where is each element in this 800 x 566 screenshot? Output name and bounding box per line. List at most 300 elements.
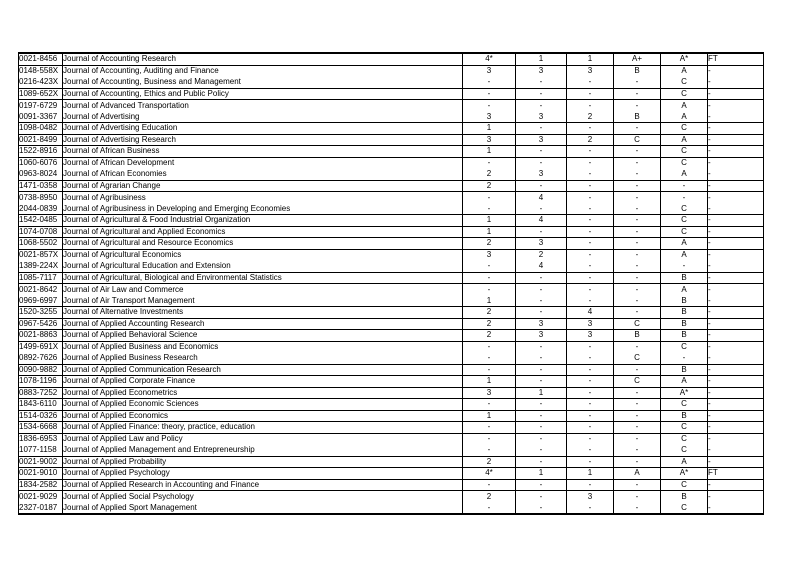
journal-name-cell: Journal of Advertising Research bbox=[63, 135, 463, 147]
issn-cell: 0216-423X bbox=[19, 77, 63, 89]
journal-name-cell: Journal of Agribusiness bbox=[63, 192, 463, 204]
ft-flag-cell: - bbox=[708, 491, 764, 503]
ft-flag-cell: - bbox=[708, 261, 764, 273]
rating-cell: 1 bbox=[567, 54, 614, 66]
rating-cell: - bbox=[614, 215, 661, 227]
table-row bbox=[19, 399, 764, 411]
journal-name-cell: Journal of Applied Psychology bbox=[63, 468, 463, 480]
ft-flag-cell: - bbox=[708, 123, 764, 135]
ft-flag-cell: - bbox=[708, 319, 764, 331]
issn-cell: 1542-0485 bbox=[19, 215, 63, 227]
rating-cell: - bbox=[614, 388, 661, 400]
journal-name-cell: Journal of Applied Econometrics bbox=[63, 388, 463, 400]
rating-cell: 3 bbox=[567, 319, 614, 331]
rating-cell: - bbox=[463, 77, 516, 89]
rating-cell: - bbox=[614, 284, 661, 296]
rating-cell: - bbox=[661, 353, 708, 365]
rating-cell: B bbox=[661, 307, 708, 319]
issn-cell: 1060-6076 bbox=[19, 158, 63, 170]
journal-name-cell: Journal of Applied Business Research bbox=[63, 353, 463, 365]
ft-flag-cell: - bbox=[708, 181, 764, 193]
rating-cell: - bbox=[567, 353, 614, 365]
journal-name-cell: Journal of Applied Accounting Research bbox=[63, 319, 463, 331]
issn-cell: 0883-7252 bbox=[19, 388, 63, 400]
rating-cell: A bbox=[661, 169, 708, 181]
journal-name-cell: Journal of Agricultural and Resource Economics bbox=[63, 238, 463, 250]
rating-cell: 3 bbox=[463, 388, 516, 400]
rating-cell: B bbox=[614, 330, 661, 342]
rating-cell: - bbox=[567, 422, 614, 434]
journal-name-cell: Journal of Advanced Transportation bbox=[63, 100, 463, 112]
rating-cell: - bbox=[516, 307, 567, 319]
ft-flag-cell: - bbox=[708, 388, 764, 400]
rating-cell: - bbox=[614, 192, 661, 204]
table-row bbox=[19, 388, 764, 400]
rating-cell: B bbox=[661, 330, 708, 342]
table-row bbox=[19, 181, 764, 193]
rating-cell: - bbox=[567, 399, 614, 411]
rating-cell: - bbox=[567, 273, 614, 285]
ft-flag-cell: - bbox=[708, 445, 764, 457]
rating-cell: 3 bbox=[516, 238, 567, 250]
rating-cell: - bbox=[661, 261, 708, 273]
journal-name-cell: Journal of Air Transport Management bbox=[63, 296, 463, 308]
rating-cell: C bbox=[661, 503, 708, 515]
ft-flag-cell: - bbox=[708, 342, 764, 354]
journal-name-cell: Journal of Applied Research in Accounting and Finance bbox=[63, 480, 463, 492]
rating-cell: - bbox=[614, 146, 661, 158]
rating-cell: B bbox=[661, 273, 708, 285]
table-row bbox=[19, 457, 764, 469]
rating-cell: 1 bbox=[516, 468, 567, 480]
rating-cell: - bbox=[516, 273, 567, 285]
journal-name-cell: Journal of Agricultural Economics bbox=[63, 250, 463, 262]
rating-cell: - bbox=[614, 238, 661, 250]
rating-cell: - bbox=[567, 169, 614, 181]
rating-cell: - bbox=[516, 411, 567, 423]
issn-cell: 1471-0358 bbox=[19, 181, 63, 193]
rating-cell: 3 bbox=[463, 250, 516, 262]
ft-flag-cell: - bbox=[708, 273, 764, 285]
rating-cell: - bbox=[567, 181, 614, 193]
journal-name-cell: Journal of Accounting, Ethics and Public Policy bbox=[63, 89, 463, 101]
journal-name-cell: Journal of Air Law and Commerce bbox=[63, 284, 463, 296]
rating-cell: 1 bbox=[463, 123, 516, 135]
rating-cell: - bbox=[463, 100, 516, 112]
ft-flag-cell: - bbox=[708, 503, 764, 515]
rating-cell: - bbox=[463, 399, 516, 411]
rating-cell: 3 bbox=[463, 66, 516, 78]
rating-cell: - bbox=[614, 123, 661, 135]
rating-cell: - bbox=[567, 123, 614, 135]
rating-cell: - bbox=[661, 181, 708, 193]
rating-cell: - bbox=[516, 503, 567, 515]
table-row bbox=[19, 468, 764, 480]
rating-cell: - bbox=[516, 123, 567, 135]
rating-cell: - bbox=[614, 204, 661, 216]
rating-cell: C bbox=[661, 204, 708, 216]
rating-cell: A bbox=[661, 100, 708, 112]
table-row bbox=[19, 480, 764, 492]
rating-cell: - bbox=[516, 227, 567, 239]
journal-name-cell: Journal of Agribusiness in Developing and Emerging Economies bbox=[63, 204, 463, 216]
rating-cell: - bbox=[567, 89, 614, 101]
ft-flag-cell: - bbox=[708, 296, 764, 308]
issn-cell: 1522-8916 bbox=[19, 146, 63, 158]
rating-cell: B bbox=[661, 319, 708, 331]
rating-cell: - bbox=[516, 376, 567, 388]
table-row bbox=[19, 158, 764, 170]
rating-cell: 3 bbox=[567, 330, 614, 342]
rating-cell: - bbox=[567, 192, 614, 204]
issn-cell: 1078-1196 bbox=[19, 376, 63, 388]
rating-cell: 1 bbox=[463, 376, 516, 388]
issn-cell: 0021-8863 bbox=[19, 330, 63, 342]
table-row bbox=[19, 319, 764, 331]
rating-cell: A bbox=[661, 238, 708, 250]
rating-cell: - bbox=[463, 342, 516, 354]
rating-cell: C bbox=[661, 215, 708, 227]
rating-cell: B bbox=[614, 112, 661, 124]
table-row bbox=[19, 123, 764, 135]
table-row bbox=[19, 112, 764, 124]
rating-cell: 2 bbox=[516, 250, 567, 262]
ft-flag-cell: - bbox=[708, 215, 764, 227]
rating-cell: - bbox=[463, 158, 516, 170]
rating-cell: - bbox=[567, 250, 614, 262]
ft-flag-cell: - bbox=[708, 135, 764, 147]
ft-flag-cell: - bbox=[708, 434, 764, 446]
issn-cell: 0969-6997 bbox=[19, 296, 63, 308]
rating-cell: 3 bbox=[516, 66, 567, 78]
rating-cell: - bbox=[614, 399, 661, 411]
journal-name-cell: Journal of Applied Business and Economics bbox=[63, 342, 463, 354]
ft-flag-cell: - bbox=[708, 457, 764, 469]
rating-cell: - bbox=[567, 158, 614, 170]
rating-cell: - bbox=[614, 445, 661, 457]
table-row bbox=[19, 215, 764, 227]
rating-cell: - bbox=[567, 238, 614, 250]
rating-cell: - bbox=[516, 77, 567, 89]
rating-cell: A* bbox=[661, 388, 708, 400]
table-row bbox=[19, 204, 764, 216]
table-row bbox=[19, 491, 764, 503]
rating-cell: A bbox=[661, 250, 708, 262]
journal-name-cell: Journal of Applied Management and Entrepreneurship bbox=[63, 445, 463, 457]
issn-cell: 1499-691X bbox=[19, 342, 63, 354]
journal-name-cell: Journal of Applied Sport Management bbox=[63, 503, 463, 515]
journal-name-cell: Journal of Accounting Research bbox=[63, 54, 463, 66]
rating-cell: - bbox=[614, 169, 661, 181]
journal-name-cell: Journal of Agricultural and Applied Economics bbox=[63, 227, 463, 239]
rating-cell: - bbox=[516, 445, 567, 457]
rating-cell: - bbox=[614, 411, 661, 423]
issn-cell: 0148-558X bbox=[19, 66, 63, 78]
ft-flag-cell: - bbox=[708, 112, 764, 124]
journal-name-cell: Journal of African Economies bbox=[63, 169, 463, 181]
journal-name-cell: Journal of Advertising Education bbox=[63, 123, 463, 135]
rating-cell: B bbox=[661, 491, 708, 503]
journal-name-cell: Journal of Advertising bbox=[63, 112, 463, 124]
rating-cell: - bbox=[567, 100, 614, 112]
rating-cell: B bbox=[661, 411, 708, 423]
rating-cell: - bbox=[463, 204, 516, 216]
ft-flag-cell: - bbox=[708, 77, 764, 89]
rating-cell: - bbox=[516, 399, 567, 411]
rating-cell: C bbox=[614, 319, 661, 331]
table-row bbox=[19, 307, 764, 319]
issn-cell: 1089-652X bbox=[19, 89, 63, 101]
rating-cell: 4 bbox=[516, 261, 567, 273]
rating-cell: - bbox=[567, 77, 614, 89]
rating-cell: C bbox=[661, 227, 708, 239]
rating-cell: 4 bbox=[516, 215, 567, 227]
rating-cell: - bbox=[614, 307, 661, 319]
rating-cell: - bbox=[463, 422, 516, 434]
rating-cell: B bbox=[661, 296, 708, 308]
table-row bbox=[19, 261, 764, 273]
rating-cell: - bbox=[567, 365, 614, 377]
rating-cell: 2 bbox=[463, 169, 516, 181]
table-row bbox=[19, 422, 764, 434]
table-row bbox=[19, 135, 764, 147]
rating-cell: - bbox=[567, 227, 614, 239]
rating-cell: - bbox=[567, 204, 614, 216]
issn-cell: 1077-1158 bbox=[19, 445, 63, 457]
rating-cell: 1 bbox=[516, 388, 567, 400]
rating-cell: 4 bbox=[567, 307, 614, 319]
issn-cell: 0963-8024 bbox=[19, 169, 63, 181]
rating-cell: - bbox=[614, 491, 661, 503]
rating-cell: 1 bbox=[516, 54, 567, 66]
issn-cell: 0021-8456 bbox=[19, 54, 63, 66]
issn-cell: 1534-6668 bbox=[19, 422, 63, 434]
rating-cell: - bbox=[614, 77, 661, 89]
issn-cell: 1836-6953 bbox=[19, 434, 63, 446]
journal-name-cell: Journal of African Development bbox=[63, 158, 463, 170]
issn-cell: 1074-0708 bbox=[19, 227, 63, 239]
table-row bbox=[19, 411, 764, 423]
rating-cell: - bbox=[516, 284, 567, 296]
issn-cell: 1514-0326 bbox=[19, 411, 63, 423]
rating-cell: - bbox=[567, 342, 614, 354]
rating-cell: 1 bbox=[567, 468, 614, 480]
journal-name-cell: Journal of Accounting, Business and Management bbox=[63, 77, 463, 89]
rating-cell: - bbox=[614, 342, 661, 354]
issn-cell: 0967-5426 bbox=[19, 319, 63, 331]
rating-cell: A bbox=[661, 457, 708, 469]
rating-cell: - bbox=[463, 284, 516, 296]
rating-cell: C bbox=[661, 422, 708, 434]
table-row bbox=[19, 100, 764, 112]
table-row bbox=[19, 250, 764, 262]
rating-cell: 1 bbox=[463, 146, 516, 158]
rating-cell: - bbox=[516, 422, 567, 434]
ft-flag-cell: - bbox=[708, 399, 764, 411]
rating-cell: - bbox=[567, 376, 614, 388]
table-row bbox=[19, 238, 764, 250]
rating-cell: 3 bbox=[463, 135, 516, 147]
rating-cell: - bbox=[463, 353, 516, 365]
rating-cell: - bbox=[567, 284, 614, 296]
rating-cell: 3 bbox=[516, 330, 567, 342]
rating-cell: A bbox=[661, 284, 708, 296]
rating-cell: 2 bbox=[463, 238, 516, 250]
rating-cell: C bbox=[661, 77, 708, 89]
issn-cell: 0021-857X bbox=[19, 250, 63, 262]
rating-cell: 2 bbox=[567, 135, 614, 147]
ft-flag-cell: - bbox=[708, 307, 764, 319]
ft-flag-cell: FT bbox=[708, 54, 764, 66]
issn-cell: 0090-9882 bbox=[19, 365, 63, 377]
table-row bbox=[19, 77, 764, 89]
rating-cell: - bbox=[614, 158, 661, 170]
issn-cell: 1834-2582 bbox=[19, 480, 63, 492]
table-row bbox=[19, 273, 764, 285]
issn-cell: 0021-9010 bbox=[19, 468, 63, 480]
ft-flag-cell: - bbox=[708, 353, 764, 365]
table-row bbox=[19, 227, 764, 239]
rating-cell: - bbox=[567, 261, 614, 273]
rating-cell: - bbox=[614, 422, 661, 434]
rating-cell: 3 bbox=[567, 491, 614, 503]
rating-cell: A+ bbox=[614, 54, 661, 66]
rating-cell: 1 bbox=[463, 215, 516, 227]
rating-cell: C bbox=[661, 158, 708, 170]
rating-cell: A bbox=[661, 376, 708, 388]
rating-cell: C bbox=[661, 123, 708, 135]
rating-cell: 2 bbox=[463, 181, 516, 193]
issn-cell: 0021-9029 bbox=[19, 491, 63, 503]
rating-cell: - bbox=[463, 480, 516, 492]
issn-cell: 0892-7626 bbox=[19, 353, 63, 365]
rating-cell: 3 bbox=[567, 66, 614, 78]
rating-cell: C bbox=[661, 89, 708, 101]
rating-cell: - bbox=[463, 445, 516, 457]
rating-cell: 1 bbox=[463, 296, 516, 308]
issn-cell: 1085-7117 bbox=[19, 273, 63, 285]
rating-cell: - bbox=[614, 503, 661, 515]
rating-cell: 3 bbox=[516, 135, 567, 147]
rating-cell: - bbox=[614, 261, 661, 273]
ft-flag-cell: - bbox=[708, 100, 764, 112]
rating-cell: 3 bbox=[516, 169, 567, 181]
issn-cell: 0738-8950 bbox=[19, 192, 63, 204]
journal-name-cell: Journal of Accounting, Auditing and Finance bbox=[63, 66, 463, 78]
table-row bbox=[19, 434, 764, 446]
rating-cell: C bbox=[614, 135, 661, 147]
rating-cell: 4* bbox=[463, 468, 516, 480]
rating-cell: - bbox=[516, 146, 567, 158]
rating-cell: - bbox=[567, 434, 614, 446]
rating-cell: - bbox=[463, 273, 516, 285]
rating-cell: B bbox=[614, 66, 661, 78]
rating-cell: 2 bbox=[463, 319, 516, 331]
journal-name-cell: Journal of Agricultural, Biological and Environmental Statistics bbox=[63, 273, 463, 285]
rating-cell: 2 bbox=[463, 491, 516, 503]
issn-cell: 0021-8642 bbox=[19, 284, 63, 296]
rating-cell: - bbox=[516, 491, 567, 503]
rating-cell: A bbox=[661, 66, 708, 78]
rating-cell: - bbox=[614, 100, 661, 112]
table-row bbox=[19, 330, 764, 342]
rating-cell: - bbox=[516, 158, 567, 170]
journal-name-cell: Journal of Agrarian Change bbox=[63, 181, 463, 193]
rating-cell: 2 bbox=[463, 330, 516, 342]
rating-cell: 2 bbox=[463, 457, 516, 469]
ft-flag-cell: - bbox=[708, 227, 764, 239]
rating-cell: C bbox=[661, 342, 708, 354]
rating-cell: 1 bbox=[463, 227, 516, 239]
ft-flag-cell: - bbox=[708, 365, 764, 377]
rating-cell: 3 bbox=[463, 112, 516, 124]
table-row bbox=[19, 376, 764, 388]
rating-cell: - bbox=[614, 365, 661, 377]
table-row bbox=[19, 169, 764, 181]
rating-cell: - bbox=[614, 89, 661, 101]
rating-cell: - bbox=[614, 227, 661, 239]
rating-cell: C bbox=[661, 434, 708, 446]
rating-cell: - bbox=[463, 261, 516, 273]
rating-cell: - bbox=[614, 296, 661, 308]
ft-flag-cell: - bbox=[708, 169, 764, 181]
rating-cell: 4* bbox=[463, 54, 516, 66]
ft-flag-cell: - bbox=[708, 284, 764, 296]
rating-cell: - bbox=[516, 342, 567, 354]
rating-cell: - bbox=[614, 434, 661, 446]
issn-cell: 2327-0187 bbox=[19, 503, 63, 515]
rating-cell: - bbox=[614, 250, 661, 262]
rating-cell: C bbox=[661, 399, 708, 411]
table-row bbox=[19, 66, 764, 78]
journal-name-cell: Journal of Applied Corporate Finance bbox=[63, 376, 463, 388]
rating-cell: - bbox=[614, 273, 661, 285]
journal-name-cell: Journal of Applied Social Psychology bbox=[63, 491, 463, 503]
journal-name-cell: Journal of Alternative Investments bbox=[63, 307, 463, 319]
table-row bbox=[19, 284, 764, 296]
rating-cell: 1 bbox=[463, 411, 516, 423]
ft-flag-cell: - bbox=[708, 146, 764, 158]
table-row bbox=[19, 296, 764, 308]
rating-cell: A bbox=[661, 135, 708, 147]
rating-cell: - bbox=[463, 192, 516, 204]
journal-name-cell: Journal of Applied Communication Research bbox=[63, 365, 463, 377]
rating-cell: - bbox=[516, 365, 567, 377]
rating-cell: - bbox=[567, 296, 614, 308]
issn-cell: 1843-6110 bbox=[19, 399, 63, 411]
rating-cell: - bbox=[516, 100, 567, 112]
issn-cell: 1098-0482 bbox=[19, 123, 63, 135]
rating-cell: - bbox=[516, 296, 567, 308]
rating-cell: - bbox=[463, 434, 516, 446]
rating-cell: - bbox=[463, 365, 516, 377]
rating-cell: - bbox=[516, 89, 567, 101]
rating-cell: C bbox=[614, 353, 661, 365]
rating-cell: - bbox=[516, 353, 567, 365]
journal-name-cell: Journal of Applied Probability bbox=[63, 457, 463, 469]
rating-cell: - bbox=[567, 480, 614, 492]
table-row bbox=[19, 445, 764, 457]
table-body bbox=[19, 54, 764, 515]
rating-cell: 2 bbox=[463, 307, 516, 319]
rating-cell: A bbox=[661, 112, 708, 124]
rating-cell: - bbox=[567, 388, 614, 400]
ft-flag-cell: - bbox=[708, 411, 764, 423]
rating-cell: C bbox=[614, 376, 661, 388]
issn-cell: 2044-0839 bbox=[19, 204, 63, 216]
ft-flag-cell: - bbox=[708, 192, 764, 204]
rating-cell: - bbox=[567, 215, 614, 227]
